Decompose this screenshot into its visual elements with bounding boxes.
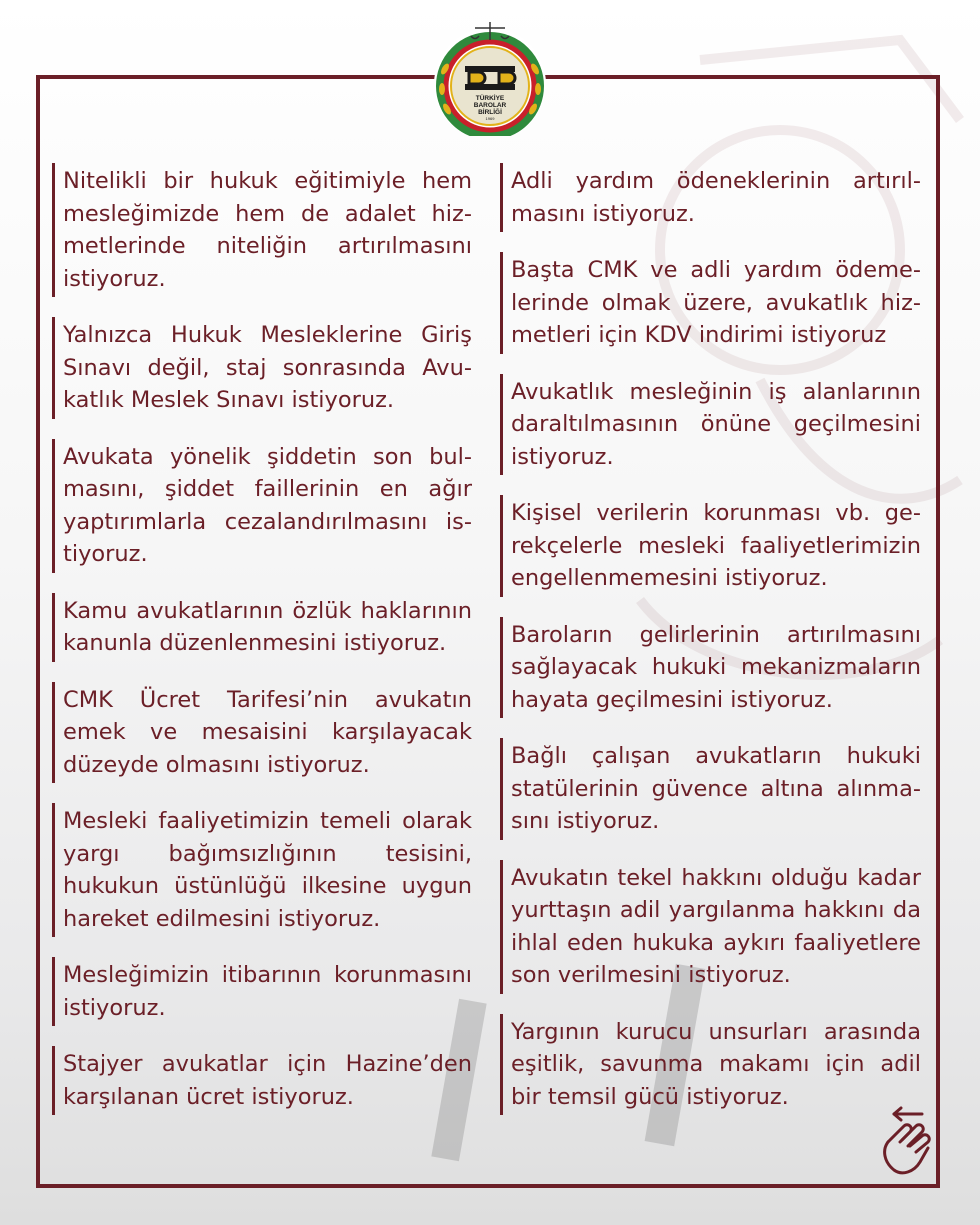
right-column: [500, 163, 920, 1135]
demand-item: Mesleki faaliyetimizin temeli olarak yargı bağımsızlığının tesisini, hukukun üstünlüğü ilkesine uygun hareket edilmesini istiyoruz.: [52, 803, 472, 937]
swipe-left-hand-icon[interactable]: [876, 1106, 938, 1176]
demand-item: Adli yardım ödeneklerinin artırılmasını istiyoruz.: [500, 163, 921, 232]
demand-item: Baroların gelirlerinin artırılmasını sağlayacak hukuki mekanizmaların hayata geçilmesini istiyoruz.: [500, 617, 921, 719]
demand-item: Kamu avukatlarının özlük haklarının kanunla düzenlenmesini istiyoruz.: [52, 593, 472, 662]
logo-text-line-2: BAROLAR: [473, 102, 507, 109]
demand-item: Stajyer avukatlar için Hazine’den karşılanan ücret istiyoruz.: [52, 1046, 472, 1115]
demand-item: Yargının kurucu unsurları arasında eşitlik, savunma makamı için adil bir temsil gücü istiyoruz.: [500, 1014, 921, 1116]
demand-item: Kişisel verilerin korunması vb. gerekçelerle mesleki faaliyetlerimizin engellenmemesini istiyoruz.: [500, 495, 921, 597]
demand-item: Avukata yönelik şiddetin son bulmasını, şiddet faillerinin en ağır yaptırımlarla cezalandırılmasını istiyoruz.: [52, 439, 472, 573]
logo-text-line-1: TÜRKİYE: [475, 95, 505, 102]
demand-item: Yalnızca Hukuk Mesleklerine Giriş Sınavı değil, staj sonrasında Avukatlık Meslek Sınavı istiyoruz.: [52, 317, 472, 419]
bar-association-logo: [425, 14, 555, 136]
logo-text-line-3: BİRLİĞİ: [478, 109, 502, 116]
demand-item: Nitelikli bir hukuk eğitimiyle hem mesleğimizde hem de adalet hizmetlerinde niteliğin artırılmasını istiyoruz.: [52, 163, 472, 297]
demand-item: Avukatın tekel hakkını olduğu kadar yurttaşın adil yargılanma hakkını da ihlal eden hukuka aykırı faaliyetlere son verilmesini istiyoruz.: [500, 860, 921, 994]
demand-item: Avukatlık mesleğinin iş alanlarının daraltılmasının önüne geçilmesini istiyoruz.: [500, 374, 921, 476]
demand-item: Bağlı çalışan avukatların hukuki statülerinin güvence altına alınmasını istiyoruz.: [500, 738, 921, 840]
demand-item: Başta CMK ve adli yardım ödemelerinde olmak üzere, avukatlık hizmetleri için KDV indirimi istiyoruz: [500, 252, 921, 354]
logo-year: 1969: [485, 116, 495, 121]
left-column: [52, 163, 472, 1135]
demand-item: Mesleğimizin itibarının korunmasını istiyoruz.: [52, 957, 472, 1026]
demand-item: CMK Ücret Tarifesi’nin avukatın emek ve mesaisini karşılayacak düzeyde olmasını istiyoruz.: [52, 682, 472, 784]
